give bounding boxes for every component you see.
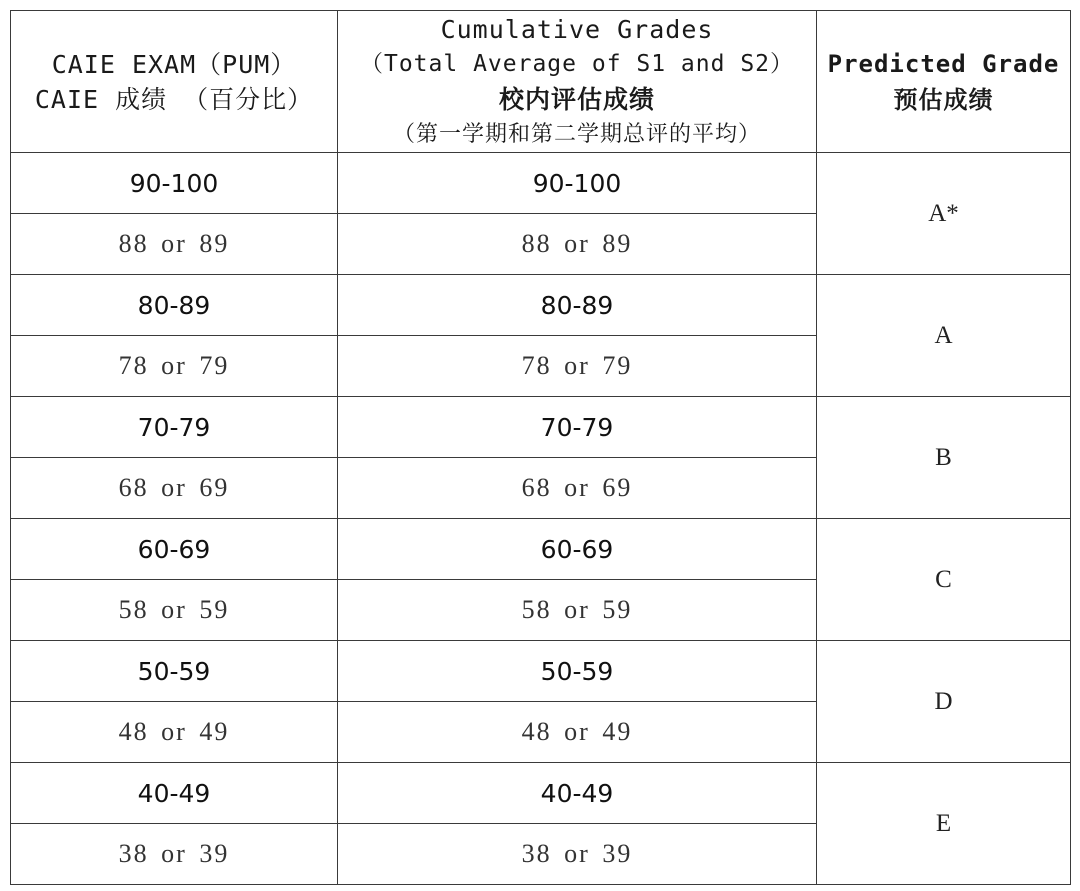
header-caie-exam-line2: CAIE 成绩 （百分比） <box>34 84 314 114</box>
predicted-grade: D <box>817 641 1071 763</box>
caie-exam-range: 40-49 <box>11 763 338 824</box>
predicted-grade: C <box>817 519 1071 641</box>
table-row <box>11 275 1071 336</box>
grade-table-body <box>11 11 1071 885</box>
caie-exam-borderline: 68 or 69 <box>11 458 338 519</box>
caie-exam-range: 60-69 <box>11 519 338 580</box>
cumulative-borderline: 38 or 39 <box>338 824 817 885</box>
predicted-grade: E <box>817 763 1071 885</box>
cumulative-borderline: 78 or 79 <box>338 336 817 397</box>
cumulative-borderline: 88 or 89 <box>338 214 817 275</box>
predicted-grade: A* <box>817 153 1071 275</box>
header-predicted-line1: Predicted Grade <box>827 49 1060 78</box>
header-cumulative-line3: 校内评估成绩 <box>498 84 655 114</box>
header-cumulative-line1: Cumulative Grades <box>440 14 714 44</box>
cumulative-range: 60-69 <box>338 519 817 580</box>
caie-exam-borderline: 38 or 39 <box>11 824 338 885</box>
table-row <box>11 763 1071 824</box>
caie-exam-borderline: 48 or 49 <box>11 702 338 763</box>
cumulative-range: 50-59 <box>338 641 817 702</box>
caie-exam-range: 80-89 <box>11 275 338 336</box>
cumulative-range: 90-100 <box>338 153 817 214</box>
cumulative-borderline: 58 or 59 <box>338 580 817 641</box>
table-row <box>11 519 1071 580</box>
table-row <box>11 397 1071 458</box>
caie-exam-borderline: 88 or 89 <box>11 214 338 275</box>
header-caie-exam <box>11 11 338 153</box>
predicted-grade: A <box>817 275 1071 397</box>
cumulative-borderline: 48 or 49 <box>338 702 817 763</box>
cumulative-range: 80-89 <box>338 275 817 336</box>
header-row <box>11 11 1071 153</box>
header-cumulative-grades <box>338 11 817 153</box>
table-row <box>11 641 1071 702</box>
header-cumulative-line4: （第一学期和第二学期总评的平均） <box>392 121 761 147</box>
predicted-grade: B <box>817 397 1071 519</box>
caie-exam-range: 70-79 <box>11 397 338 458</box>
header-caie-exam-line1: CAIE EXAM（PUM） <box>51 49 297 79</box>
caie-exam-range: 90-100 <box>11 153 338 214</box>
caie-exam-range: 50-59 <box>11 641 338 702</box>
cumulative-range: 40-49 <box>338 763 817 824</box>
cumulative-range: 70-79 <box>338 397 817 458</box>
caie-exam-borderline: 58 or 59 <box>11 580 338 641</box>
header-predicted-grade <box>817 11 1071 153</box>
cumulative-borderline: 68 or 69 <box>338 458 817 519</box>
table-row <box>11 153 1071 214</box>
caie-exam-borderline: 78 or 79 <box>11 336 338 397</box>
header-cumulative-line2: （Total Average of S1 and S2） <box>359 50 795 77</box>
grade-conversion-table <box>10 10 1071 885</box>
header-predicted-line2: 预估成绩 <box>893 85 994 114</box>
